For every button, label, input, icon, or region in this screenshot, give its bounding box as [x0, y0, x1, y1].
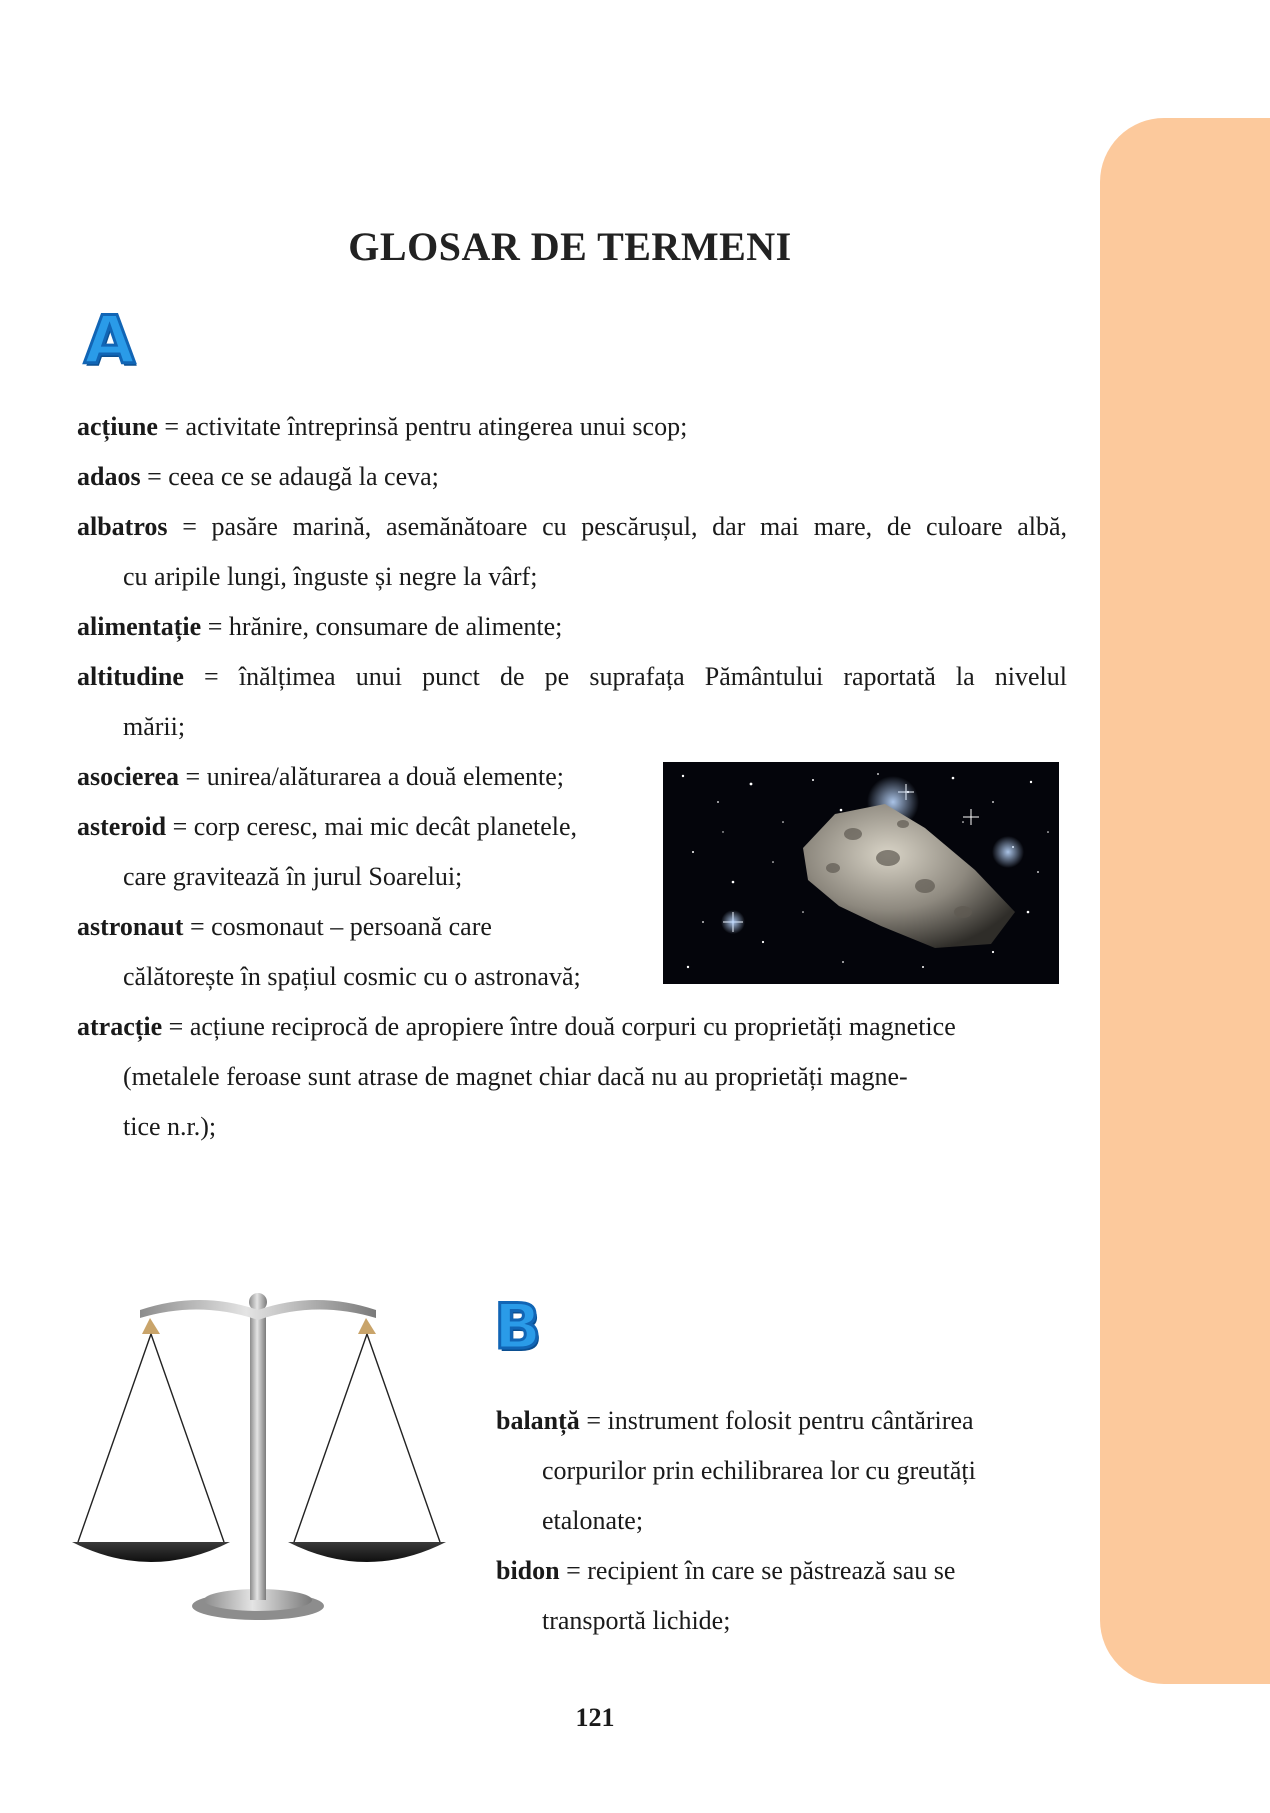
glossary-entry	[77, 652, 1067, 702]
glossary-definition-continued: transportă lichide;	[542, 1606, 731, 1635]
glossary-term: acțiune	[77, 412, 158, 441]
glossary-definition-continued: mării;	[123, 712, 186, 741]
glossary-definition: = recipient în care se păstrează sau se	[559, 1556, 956, 1585]
side-tab-decoration	[1100, 118, 1270, 1684]
glossary-definition: = ceea ce se adaugă la ceva;	[140, 462, 439, 491]
glossary-definition: = înălțimea unui punct de pe suprafața Pământului raportată la nivelul	[183, 662, 1067, 691]
glossary-definition-continued: etalonate;	[542, 1506, 644, 1535]
glossary-definition-continued: călătorește în spațiul cosmic cu o astronavă;	[123, 962, 581, 991]
glossary-term: atracție	[77, 1012, 163, 1041]
glossary-term: altitudine	[77, 662, 184, 691]
section-letter-b: B	[494, 1290, 542, 1363]
glossary-term: bidon	[496, 1556, 560, 1585]
glossary-entry	[77, 502, 1067, 552]
section-letter-a: A	[84, 302, 136, 379]
glossary-definition: = instrument folosit pentru cântărirea	[579, 1406, 974, 1435]
glossary-definition-continued: (metalele feroase sunt atrase de magnet chiar dacă nu au proprietăți magne-	[123, 1062, 908, 1091]
glossary-definition: = pasăre marină, asemănătoare cu pescărușul, dar mai mare, de culoare albă,	[167, 512, 1067, 541]
glossary-entry	[496, 1546, 1056, 1596]
glossary-definition-continued: care gravitează în jurul Soarelui;	[123, 862, 463, 891]
page-number: 121	[575, 1703, 615, 1732]
glossary-entry	[77, 402, 1067, 452]
glossary-definition-continued: tice n.r.);	[123, 1112, 217, 1141]
glossary-definition: = hrănire, consumare de alimente;	[201, 612, 563, 641]
glossary-entry	[77, 452, 1067, 502]
glossary-definition: = corp ceresc, mai mic decât planetele,	[166, 812, 578, 841]
balance-scale-image	[70, 1270, 450, 1630]
glossary-definition: = unirea/alăturarea a două elemente;	[179, 762, 564, 791]
glossary-definition: = activitate întreprinsă pentru atingerea unui scop;	[157, 412, 688, 441]
glossary-term: adaos	[77, 462, 141, 491]
glossary-entry	[77, 1002, 1067, 1052]
glossary-definition: = acțiune reciprocă de apropiere între două corpuri cu proprietăți magnetice	[162, 1012, 956, 1041]
glossary-term: astronaut	[77, 912, 184, 941]
glossary-entry	[77, 602, 1067, 652]
glossary-definition-continued: cu aripile lungi, înguste și negre la vârf;	[123, 562, 538, 591]
glossary-term: asocierea	[77, 762, 180, 791]
glossary-term: asteroid	[77, 812, 167, 841]
asteroid-image	[663, 762, 1059, 984]
glossary-term: balanță	[496, 1406, 580, 1435]
page-title: GLOSAR DE TERMENI	[348, 223, 792, 269]
glossary-entry	[496, 1396, 1056, 1446]
glossary-section-b	[496, 1396, 1056, 1646]
glossary-term: alimentație	[77, 612, 202, 641]
glossary-definition: = cosmonaut – persoană care	[183, 912, 492, 941]
glossary-term: albatros	[77, 512, 168, 541]
glossary-definition-continued: corpurilor prin echilibrarea lor cu greutăți	[542, 1456, 976, 1485]
